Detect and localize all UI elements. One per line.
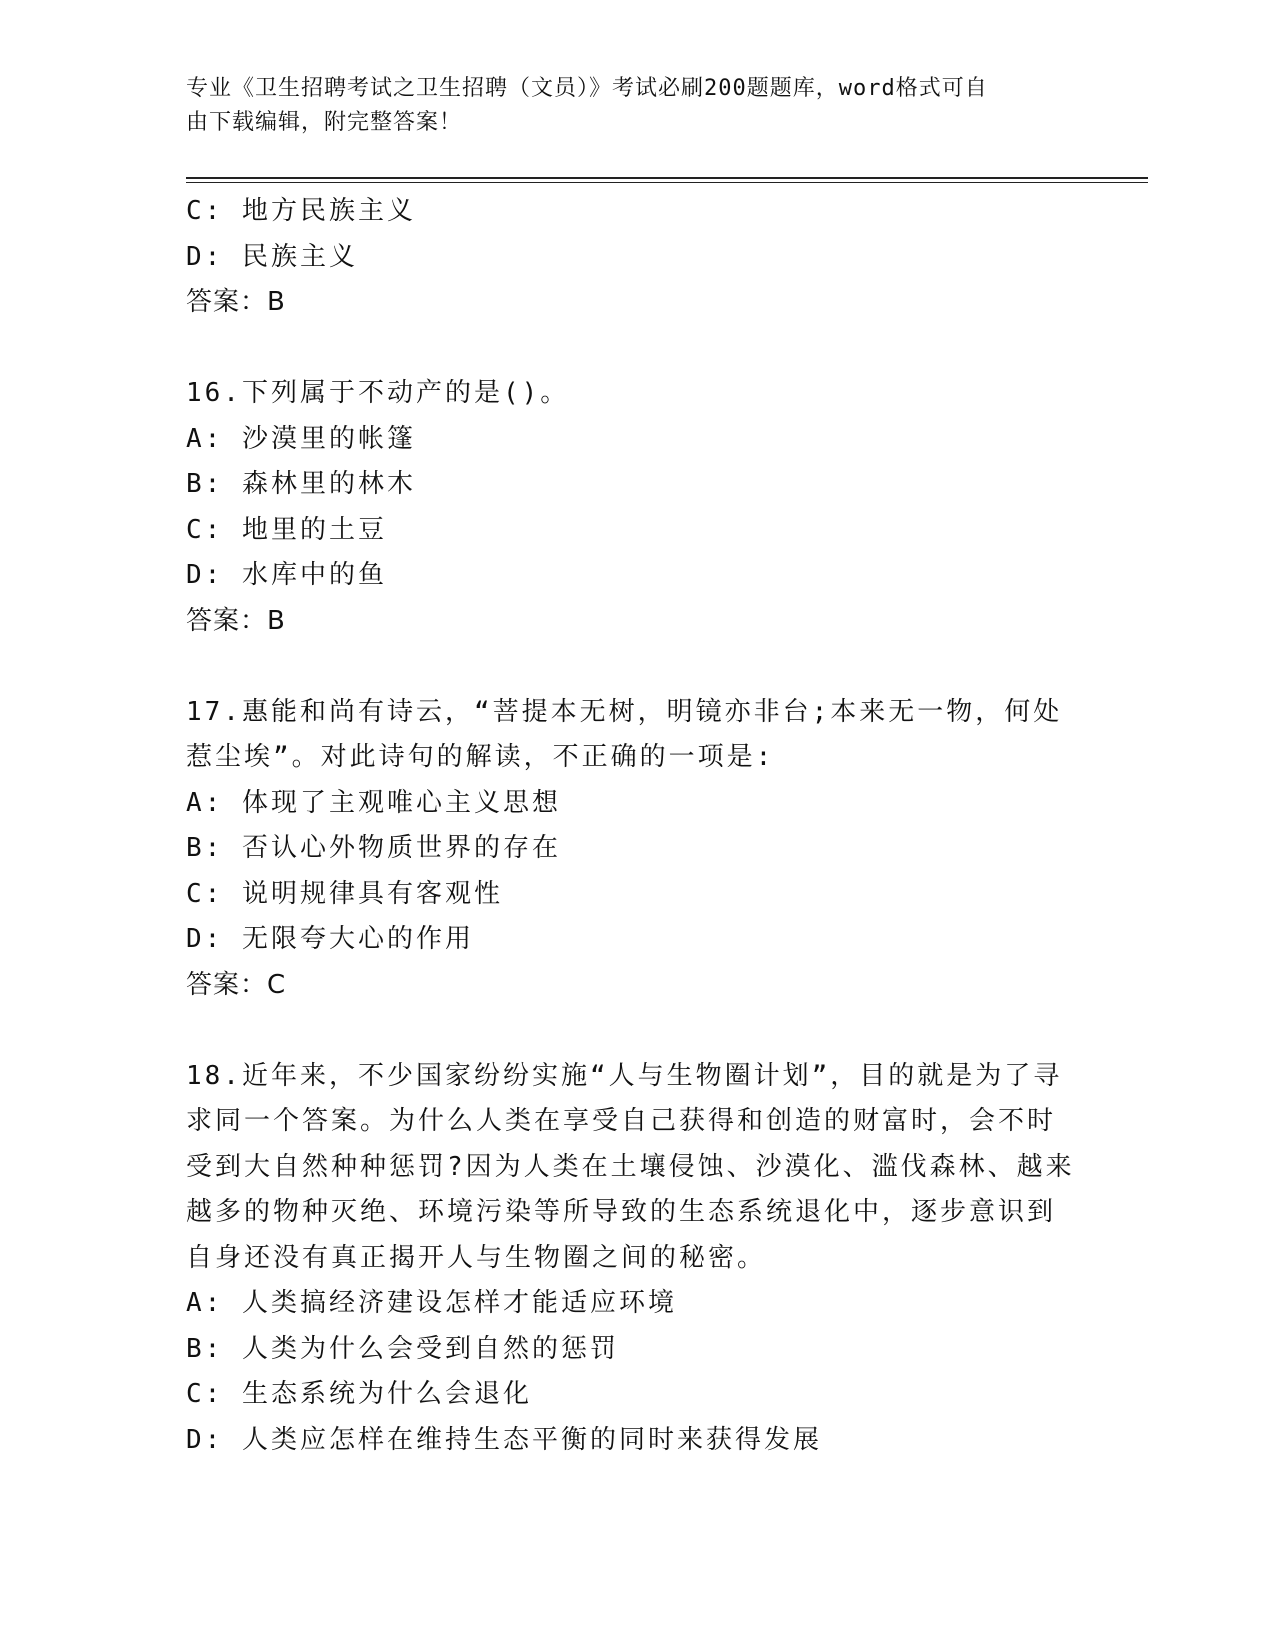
- option-c: C: 生态系统为什么会退化: [186, 1379, 532, 1409]
- option-d: D: 无限夸大心的作用: [186, 924, 474, 954]
- option-b: B: 否认心外物质世界的存在: [186, 833, 561, 863]
- option-a: A: 体现了主观唯心主义思想: [186, 787, 561, 818]
- option-d: D: 水库中的鱼: [186, 560, 387, 590]
- header-line-2: 由下载编辑，附完整答案！: [186, 110, 463, 135]
- question-18: [186, 1054, 1086, 1464]
- option-c: C: 地方民族主义: [186, 196, 416, 226]
- question-stem-line-3: 受到大自然种种惩罚?因为人类在土壤侵蚀、沙漠化、滥伐森林、越来: [186, 1151, 1075, 1182]
- answer-line: 答案：B: [186, 605, 286, 636]
- document-header: [186, 72, 1066, 140]
- answer-line: 答案：B: [186, 287, 286, 317]
- option-d: D: 人类应怎样在维持生态平衡的同时来获得发展: [186, 1424, 822, 1455]
- question-17: [186, 690, 1086, 1009]
- question-stem-line-5: 自身还没有真正揭开人与生物圈之间的秘密。: [186, 1242, 767, 1273]
- header-rule-thin: [186, 182, 1148, 183]
- answer-line: 答案：C: [186, 969, 287, 1000]
- option-c: C: 地里的土豆: [186, 514, 387, 545]
- option-b: B: 人类为什么会受到自然的惩罚: [186, 1333, 619, 1364]
- question-stem-line-2: 求同一个答案。为什么人类在享受自己获得和创造的财富时，会不时: [186, 1106, 1057, 1136]
- option-d: D: 民族主义: [186, 241, 358, 272]
- question-list: [186, 189, 1086, 1463]
- question-stem-line-2: 惹尘埃”。对此诗句的解读，不正确的一项是:: [186, 742, 775, 772]
- option-c: C: 说明规律具有客观性: [186, 878, 503, 909]
- question-stem: 16.下列属于不动产的是()。: [186, 378, 570, 408]
- question-16: [186, 371, 1086, 644]
- question-stem-line-4: 越多的物种灭绝、环境污染等所导致的生态系统退化中，逐步意识到: [186, 1197, 1057, 1227]
- header-rule-thick: [186, 177, 1148, 179]
- header-line-1: 专业《卫生招聘考试之卫生招聘（文员）》考试必刷200题题库，word格式可自: [186, 76, 988, 101]
- question-stem-line-1: 17.惠能和尚有诗云，“菩提本无树，明镜亦非台;本来无一物，何处: [186, 696, 1063, 727]
- question-15-tail: [186, 189, 1086, 326]
- spacer: [186, 1008, 1086, 1054]
- spacer: [186, 644, 1086, 690]
- question-stem-line-1: 18.近年来，不少国家纷纷实施“人与生物圈计划”，目的就是为了寻: [186, 1060, 1063, 1091]
- spacer: [186, 326, 1086, 372]
- option-a: A: 沙漠里的帐篷: [186, 423, 416, 454]
- option-b: B: 森林里的林木: [186, 469, 416, 499]
- option-a: A: 人类搞经济建设怎样才能适应环境: [186, 1288, 677, 1318]
